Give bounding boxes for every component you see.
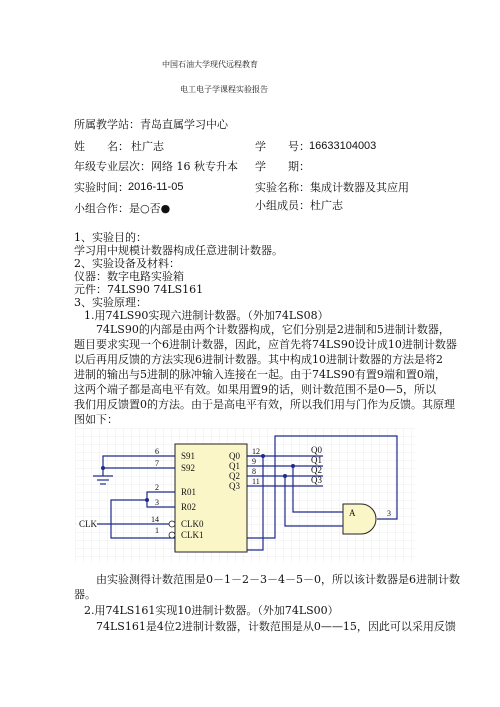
pin-number-gate-out: 3 [387,509,391,518]
principle1-line: 这两个端子都是高电平有效。如果用置9的话，则计数范围不是0—5，所以 [74,383,436,396]
group-members: 小组成员：杜广志 [255,199,343,212]
and-gate [343,504,376,534]
exp-time-label: 实验时间： [74,181,129,194]
principle1-line: 我们用反馈置0的方法。由于是高电平有效，所以我们用与门作为反馈。其原理 [74,398,455,411]
pin-label-r02: R02 [181,502,197,512]
pin-label-q1: Q1 [229,461,240,471]
term-label: 学 期： [255,160,310,173]
pin-number-12: 12 [252,447,260,456]
university-name: 中国石油大学现代远程教育 [162,60,258,69]
pin-number-6: 6 [155,447,159,456]
pin-label-r01: R01 [181,487,197,497]
pin-number-2: 2 [155,483,159,492]
section1-heading: 1、实验目的： [74,231,147,244]
pin-number-3: 3 [155,498,159,507]
section2-heading: 2、实验设备及材料： [74,257,180,270]
student-id-label: 学 号： [255,140,310,153]
section3-heading: 3、实验原理： [74,296,147,309]
gate-label: A [349,508,356,518]
principle1-line: 题目要求实现一个6进制计数器，因此，应首先将74LS90设计成10进制计数器 [74,338,457,351]
group-cooperation: 小组合作：是○否● [74,202,171,215]
pin-label-s91: S91 [181,451,196,461]
principle2-line: 74LS161是4位2进制计数器，计数范围是从0——15，因此可以采用反馈 [96,620,456,633]
pin-label-clk1: CLK1 [181,530,204,540]
pin-label-q2: Q2 [229,471,240,481]
principle1-line: 进制的输出与5进制的脉冲输入连接在一起。由于74LS90有置9端和置0端， [74,368,446,381]
name-label: 姓 名： [74,140,129,153]
pin-number-1: 1 [155,526,159,535]
output-label-q2: Q2 [311,465,322,475]
result-line-cont: 器。 [74,588,96,601]
principle2-title: 2.用74LS161实现10进制计数器。（外加74LS00） [84,604,339,617]
pin-number-8: 8 [252,467,256,476]
pin-number-14: 14 [151,515,159,524]
result-line: 由实验测得计数范围是0－1－2－3－4－5－0，所以该计数器是6进制计数 [96,573,460,586]
pin-label-s92: S92 [181,463,196,473]
principle1-line: 图如下： [74,413,118,426]
pin-number-11: 11 [252,477,260,486]
pin-label-q0: Q0 [229,451,240,461]
clk-input-label: CLK [79,519,97,529]
output-label-q3: Q3 [311,475,322,485]
principle1-line: 74LS90的内部是由两个计数器构成，它们分别是2进制和5进制计数器， [96,323,450,336]
clk1-bubble [169,532,175,538]
section1-text: 学习用中规模计数器构成任意进制计数器。 [74,244,283,257]
experiment-name: 实验名称：集成计数器及其应用 [255,181,409,194]
teaching-station: 所属教学站：青岛直属学习中心 [74,118,228,131]
clk0-bubble [169,521,175,527]
pin-label-q3: Q3 [229,481,240,491]
pin-label-clk0: CLK0 [181,519,204,529]
pin-number-9: 9 [252,457,256,466]
student-id-value: 16633104003 [309,140,377,152]
principle1-line: 以后再用反馈的方法实现6进制计数器。其中构成10进制计数器的方法是将2 [74,353,443,366]
instrument-line: 仪器：数字电路实验箱 [74,270,184,283]
report-title: 电工电子学课程实验报告 [180,85,268,94]
exp-time-value: 2016-11-05 [128,181,184,193]
counter-circuit-diagram [75,428,415,563]
output-label-q0: Q0 [311,445,322,455]
components-line: 元件：74LS90 74LS161 [74,283,204,296]
grade-level: 年级专业层次：网络 16 秋专升本 [74,160,238,173]
pin-number-7: 7 [155,459,159,468]
principle1-title: 1.用74LS90实现六进制计数器。（外加74LS08） [84,309,329,322]
name-value: 杜广志 [131,140,164,153]
output-label-q1: Q1 [311,455,322,465]
